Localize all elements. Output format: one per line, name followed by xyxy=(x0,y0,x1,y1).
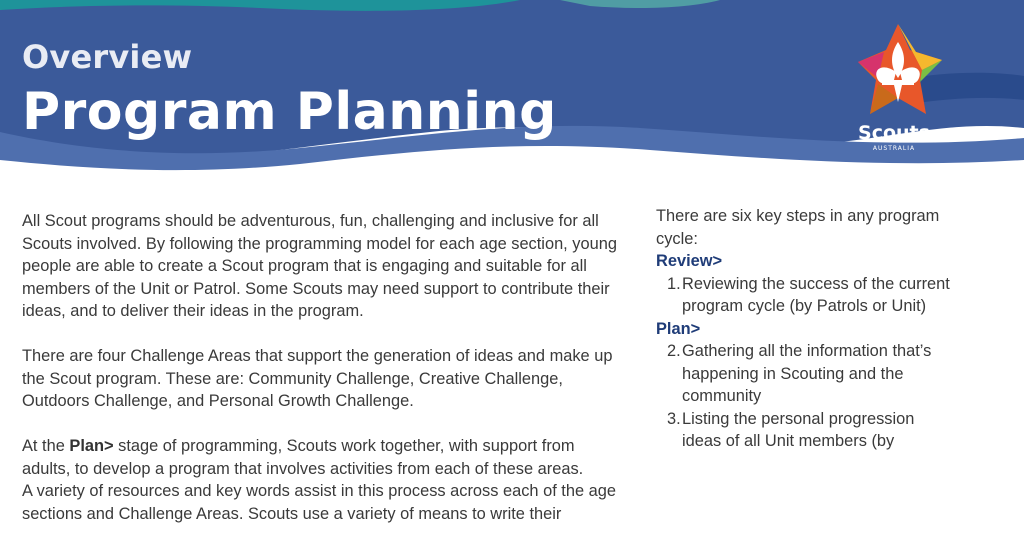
step-3 xyxy=(656,408,956,453)
page-title: Program Planning xyxy=(22,82,557,142)
step-2-number: 2. xyxy=(667,342,681,360)
plan-stage-pre: At the xyxy=(22,437,70,455)
paragraph-resources: A variety of resources and key words assist in this process across each of the age sections and Challenge Areas. Scouts use a variety of means to write their xyxy=(22,482,616,523)
left-column xyxy=(22,210,627,548)
plan-stage-bold: Plan> xyxy=(69,437,114,455)
step-3-number: 3. xyxy=(667,409,681,428)
step-2 xyxy=(656,340,956,408)
paragraph-challenge-areas: There are four Challenge Areas that support the generation of ideas and make up the Scout program. These are: Community Challenge, Creative Challenge, Outdoors Challenge, and Personal Growth Challenge. xyxy=(22,347,613,410)
logo-subtitle: AUSTRALIA xyxy=(872,145,916,152)
paragraph-plan-stage xyxy=(22,435,627,480)
step-1-text: Reviewing the success of the current program cycle (by Patrols or Unit) xyxy=(682,274,950,315)
logo-wordmark: Scouts xyxy=(858,122,930,144)
paragraph-intro: All Scout programs should be adventurous, fun, challenging and inclusive for all Scouts involved. By following the programming model for each age section, young people are able to create a Scout program that is engaging and suitable for all members of the Unit or Patrol. Some Scouts may need support to contribute their ideas, and to deliver their ideas in the program. xyxy=(22,212,617,320)
step-3-text: Listing the personal progression ideas of all Unit members (by xyxy=(682,409,915,450)
step-1 xyxy=(656,273,956,318)
cycle-intro: There are six key steps in any program cycle: xyxy=(656,207,940,248)
plan-heading: Plan> xyxy=(656,319,701,338)
header-banner xyxy=(0,0,1024,185)
step-2-text: Gathering all the information that’s happening in Scouting and the community xyxy=(682,342,932,405)
overview-label: Overview xyxy=(22,38,193,76)
fleur-de-lis-icon xyxy=(838,22,950,122)
right-column xyxy=(656,205,956,453)
scouts-australia-logo xyxy=(838,22,950,152)
review-heading: Review> xyxy=(656,252,723,270)
plan-stage-post: stage of programming, Scouts work together, with support from adults, to develop a program that involves activities from each of these areas. xyxy=(22,437,584,478)
step-1-number: 1. xyxy=(667,274,681,293)
